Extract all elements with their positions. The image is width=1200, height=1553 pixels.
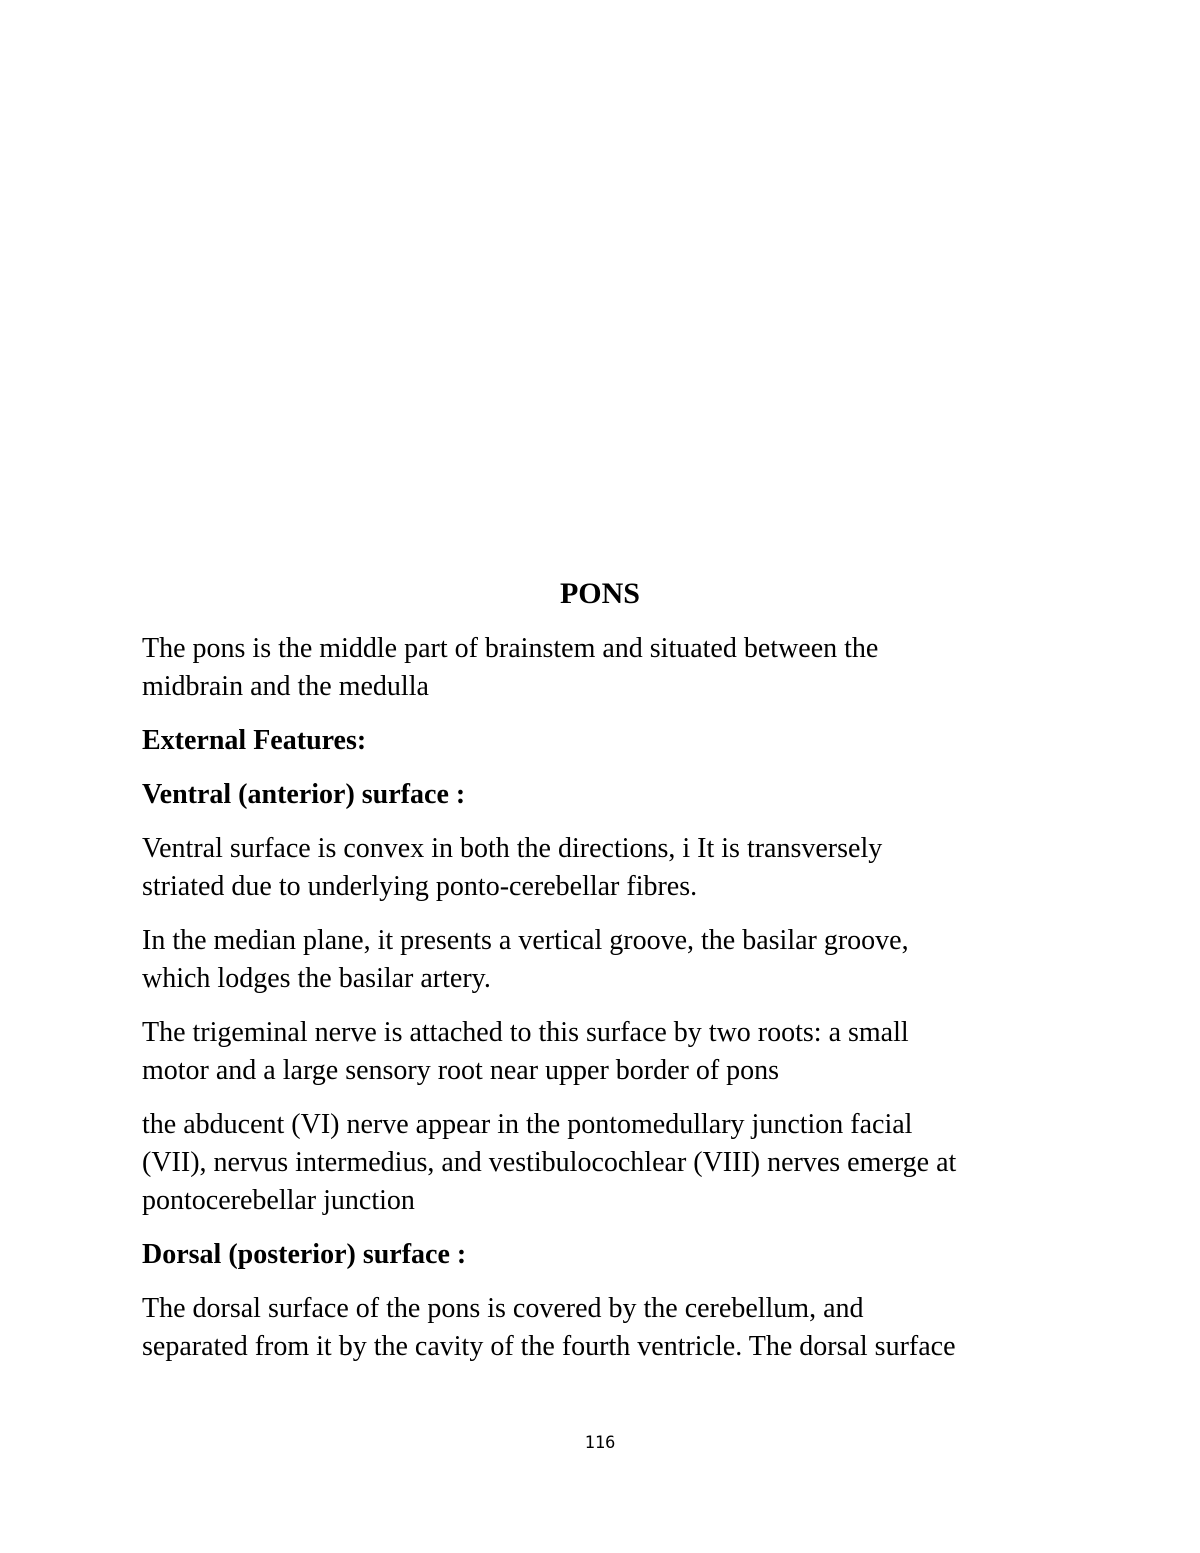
page-body bbox=[142, 574, 1072, 1382]
page-number: 116 bbox=[584, 1433, 616, 1453]
ventral-paragraph-4: the abducent (VI) nerve appear in the pontomedullary junction facial (VII), nervus intermedius, and vestibulocochlear (VIII) nerves emerge at pontocerebellar junction bbox=[142, 1109, 957, 1216]
intro-paragraph: The pons is the middle part of brainstem and situated between the midbrain and the medulla bbox=[142, 633, 879, 702]
external-features-heading: External Features: bbox=[142, 725, 367, 756]
ventral-paragraph-3: The trigeminal nerve is attached to this surface by two roots: a small motor and a large sensory root near upper border of pons bbox=[142, 1017, 909, 1086]
ventral-paragraph-2: In the median plane, it presents a vertical groove, the basilar groove, which lodges the basilar artery. bbox=[142, 925, 909, 994]
ventral-paragraph-1: Ventral surface is convex in both the directions, i It is transversely striated due to underlying ponto-cerebellar fibres. bbox=[142, 833, 883, 902]
dorsal-surface-heading: Dorsal (posterior) surface : bbox=[142, 1239, 467, 1270]
ventral-surface-heading: Ventral (anterior) surface : bbox=[142, 779, 466, 810]
dorsal-paragraph: The dorsal surface of the pons is covered by the cerebellum, and separated from it by the cavity of the fourth ventricle. The dorsal surface bbox=[142, 1293, 956, 1362]
page-title: PONS bbox=[559, 577, 640, 610]
